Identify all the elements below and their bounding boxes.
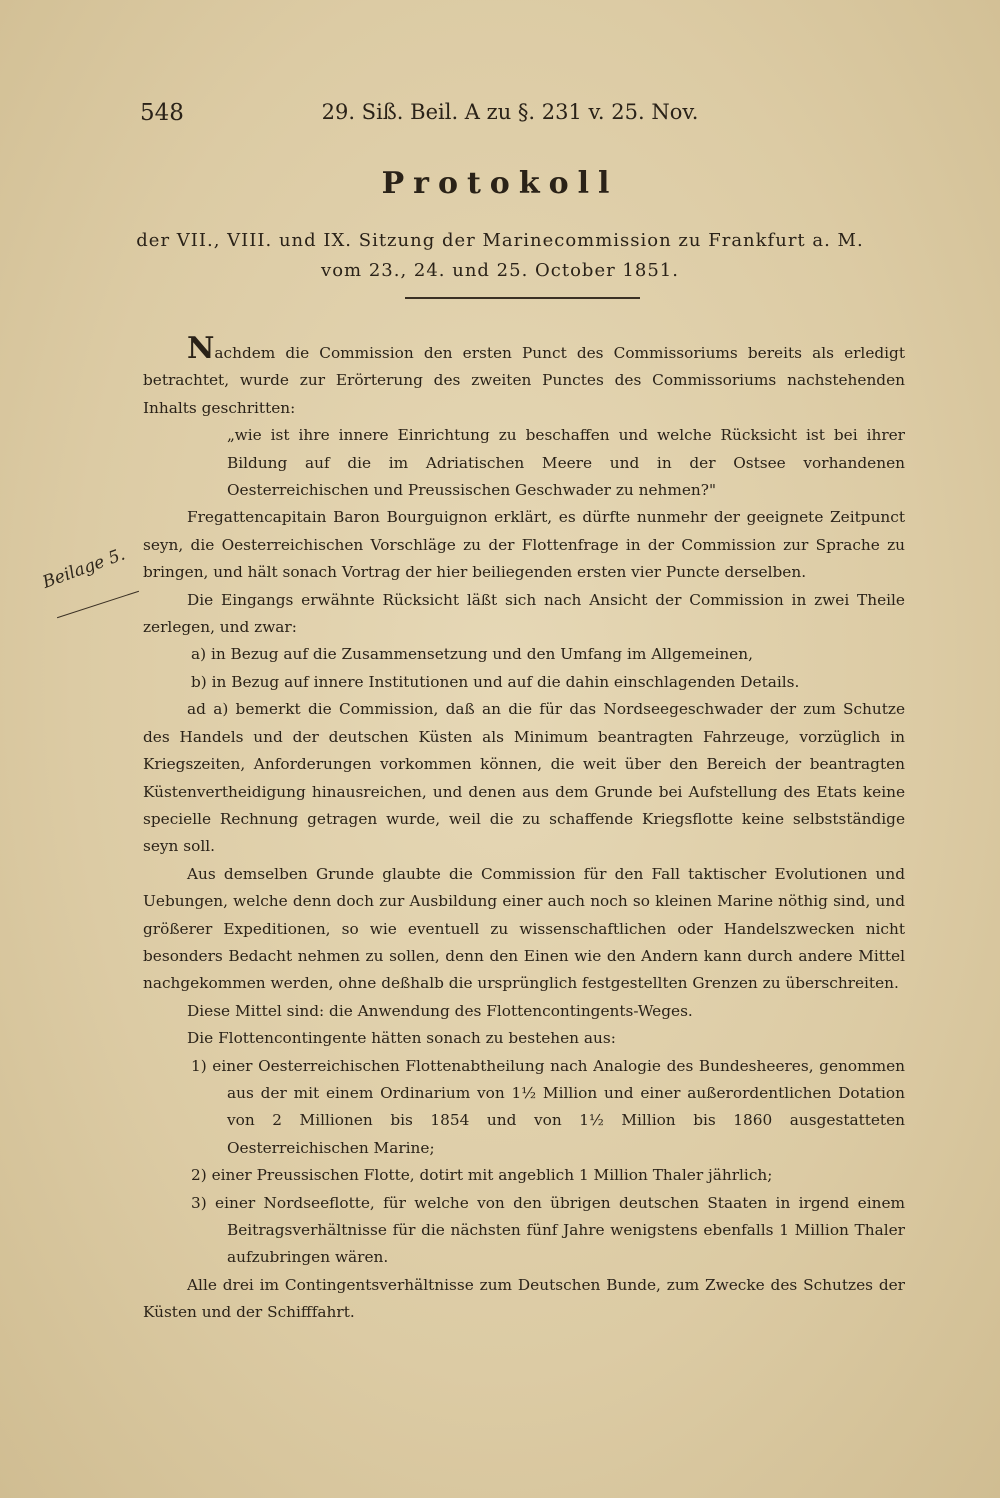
document-title: Protokoll: [381, 166, 619, 201]
page-header: [140, 100, 880, 134]
paragraph-2: Fregattencapitain Baron Bourguignon erklärt, es dürfte nunmehr der geeignete Zeitpunct seyn, die Oesterreichischen Vorschläge zu der Flottenfrage in der Commission zur Sprache zu bringen, und hält sonach Vortrag der hier beiliegenden ersten vier Puncte derselben.: [143, 508, 905, 582]
paragraph-6: Diese Mittel sind: die Anwendung des Flottencontingents-Weges.: [187, 1001, 693, 1020]
running-head: 29. Siß. Beil. A zu §. 231 v. 25. Nov.: [321, 100, 699, 124]
page-number: 548: [140, 100, 184, 126]
paragraph-8: Alle drei im Contingentsverhältnisse zum Deutschen Bunde, zum Zwecke des Schutzes der Küsten und der Schifffahrt.: [143, 1275, 905, 1322]
paragraph-4: ad a) bemerkt die Commission, daß an die für das Nordseegeschwader der zum Schutze des Handels und der deutschen Küsten als Minimum beantragten Fahrzeuge, vorzüglich in Kriegszeiten, Anforderungen vorkommen können, die weit über den Bereich der beantragten Küstenvertheidigung hinausreichen, und denen aus dem Grunde bei Aufstellung des Etats keine specielle Rechnung getragen wurde, weil die zu schaffende Kriegsflotte keine selbstständige seyn soll.: [143, 700, 905, 856]
paragraph-1-text: achdem die Commission den ersten Punct des Commissoriums bereits als erledigt betrachtet, wurde zur Erörterung des zweiten Punctes des Commissoriums nachstehenden Inhalts geschritten:: [143, 344, 905, 417]
subtitle-line-2: vom 23., 24. und 25. October 1851.: [321, 260, 679, 281]
subtitle-line-1: der VII., VIII. und IX. Sitzung der Marinecommission zu Frankfurt a. M.: [136, 230, 864, 251]
margin-note-underline: [57, 591, 139, 619]
list-item-a: a) in Bezug auf die Zusammensetzung und den Umfang im Allgemeinen,: [191, 645, 753, 664]
paragraph-5: Aus demselben Grunde glaubte die Commission für den Fall taktischer Evolutionen und Uebungen, welche denn doch zur Ausbildung einer auch noch so kleinen Marine nöthig sind, und größerer Expeditionen, so wie eventuell zu wissenschaftlichen oder Handelszwecken nicht besonders Bedacht nehmen zu sollen, denn den Einen wie den Andern kann durch andere Mittel nachgekommen werden, ohne deßhalb die ursprünglich festgestellten Grenzen zu überschreiten.: [143, 864, 905, 993]
numbered-item-1: 1) einer Oesterreichischen Flottenabtheilung nach Analogie des Bundesheeres, genommen aus der mit einem Ordinarium von 1½ Million und einer außerordentlichen Dotation von 2 Millionen bis 1854 und von 1½ Million bis 1860 ausgestatteten Oesterreichischen Marine;: [191, 1056, 905, 1157]
drop-cap: N: [187, 331, 215, 366]
paragraph-3: Die Eingangs erwähnte Rücksicht läßt sich nach Ansicht der Commission in zwei Theile zerlegen, und zwar:: [143, 590, 905, 637]
title-rule: [405, 297, 640, 299]
numbered-item-3: 3) einer Nordseeflotte, für welche von den übrigen deutschen Staaten in irgend einem Beitragsverhältnisse für die nächsten fünf Jahre wenigstens ebenfalls 1 Million Thaler aufzubringen wären.: [191, 1193, 905, 1267]
list-item-b: b) in Bezug auf innere Institutionen und auf die dahin einschlagenden Details.: [191, 672, 800, 691]
document-body: [143, 331, 905, 1327]
margin-note: Beilage 5.: [40, 544, 128, 593]
paragraph-7: Die Flottencontingente hätten sonach zu bestehen aus:: [187, 1029, 616, 1048]
numbered-item-2: 2) einer Preussischen Flotte, dotirt mit angeblich 1 Million Thaler jährlich;: [191, 1166, 773, 1185]
quoted-question: „wie ist ihre innere Einrichtung zu beschaffen und welche Rücksicht ist bei ihrer Bildung auf die im Adriatischen Meere und in der Ostsee vorhandenen Oesterreichischen und Preussischen Geschwader zu nehmen?": [227, 426, 905, 500]
paragraph-1: [143, 331, 905, 422]
document-subtitle: [100, 226, 900, 286]
